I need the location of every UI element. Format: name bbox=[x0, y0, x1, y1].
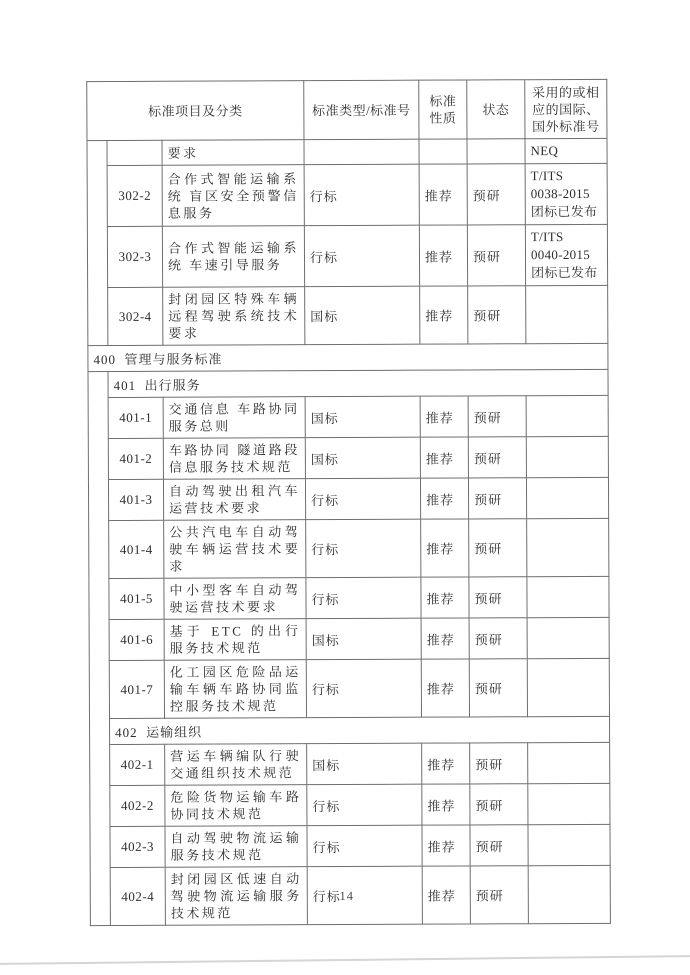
cell-standard-id: 401-1 bbox=[108, 397, 163, 438]
cell-foreign-standard bbox=[526, 395, 608, 436]
cell-foreign-standard bbox=[526, 436, 608, 477]
table-row bbox=[88, 369, 608, 397]
cell-status bbox=[467, 139, 525, 164]
table-row bbox=[89, 617, 609, 660]
cell-standard-type: 国标 bbox=[306, 618, 421, 660]
cell-status: 预研 bbox=[469, 659, 527, 717]
cell-standard-id: 401-4 bbox=[109, 520, 164, 578]
cell-status: 预研 bbox=[468, 437, 526, 478]
cell-status: 预研 bbox=[469, 618, 527, 659]
cell-standard-type: 行标 bbox=[306, 577, 421, 619]
cell-standard-id: 402-4 bbox=[110, 867, 165, 925]
cell-standard-type: 行标 bbox=[306, 519, 421, 578]
cell-standard-nature: 推荐 bbox=[420, 478, 468, 519]
cell-standard-name: 危险货物运输车路协同技术规范 bbox=[165, 785, 307, 827]
cell-standard-name: 中小型客车自动驾驶运营技术要求 bbox=[164, 578, 306, 620]
cell-status: 预研 bbox=[469, 519, 527, 577]
cell-standard-nature: 推荐 bbox=[420, 286, 468, 344]
cell-standard-type: 国标 bbox=[305, 286, 420, 345]
cell-standard-id: 401-7 bbox=[109, 660, 164, 718]
cell-standard-nature: 推荐 bbox=[422, 784, 470, 825]
table-row bbox=[90, 824, 610, 867]
cell-foreign-standard bbox=[527, 617, 609, 658]
cell-standard-nature: 推荐 bbox=[422, 743, 470, 784]
page-number: 14 bbox=[339, 888, 355, 904]
cell-standard-type: 行标 bbox=[306, 659, 421, 718]
cell-status: 预研 bbox=[468, 478, 526, 519]
cell-status: 预研 bbox=[467, 164, 525, 225]
table-row bbox=[88, 343, 608, 371]
cell-standard-name: 自动驾驶物流运输服务技术规范 bbox=[165, 826, 307, 868]
header-standard-nature: 标准性质 bbox=[419, 80, 467, 139]
cell-standard-name: 基于 ETC 的出行服务技术规范 bbox=[164, 619, 306, 661]
table-row bbox=[88, 285, 608, 345]
cell-standard-id bbox=[107, 140, 162, 165]
table-row bbox=[88, 395, 608, 438]
cell-standard-id: 302-3 bbox=[107, 226, 162, 287]
cell-standard-nature bbox=[419, 139, 467, 164]
cell-standard-id: 401-3 bbox=[108, 479, 163, 520]
cell-foreign-standard bbox=[528, 783, 610, 824]
table-row bbox=[90, 716, 610, 744]
cell-standard-type: 行标 bbox=[307, 784, 422, 826]
cell-standard-name: 自动驾驶出租汽车运营技术要求 bbox=[163, 479, 305, 521]
cell-standard-name: 化工园区危险品运输车辆车路协同监控服务技术规范 bbox=[164, 660, 306, 719]
scan-edge-line bbox=[0, 955, 690, 965]
standards-table bbox=[86, 79, 611, 926]
cell-standard-name: 营运车辆编队行驶交通组织技术规范 bbox=[165, 744, 307, 786]
cell-standard-id: 401-5 bbox=[109, 578, 164, 619]
cell-standard-type: 国标 bbox=[305, 437, 420, 479]
table-row bbox=[88, 477, 608, 520]
cell-standard-type: 国标 bbox=[307, 743, 422, 785]
cell-standard-name: 封闭园区低速自动驾驶物流运输服务技术规范 bbox=[165, 867, 307, 926]
cell-foreign-standard bbox=[526, 285, 608, 343]
section-label: 400 管理与服务标准 bbox=[88, 343, 608, 371]
cell-standard-name: 车路协同 隧道路段信息服务技术规范 bbox=[163, 438, 305, 480]
cell-foreign-standard: NEQ bbox=[525, 138, 607, 163]
table-row bbox=[90, 742, 610, 785]
cell-standard-id: 302-2 bbox=[107, 165, 162, 226]
cell-standard-name: 合作式智能运输系统 车速引导服务 bbox=[162, 226, 304, 288]
cell-standard-nature: 推荐 bbox=[421, 659, 469, 717]
cell-standard-id: 402-2 bbox=[110, 785, 165, 826]
cell-standard-name: 公共汽电车自动驾驶车辆运营技术要求 bbox=[164, 520, 306, 579]
table-row bbox=[89, 576, 609, 619]
cell-status: 预研 bbox=[470, 784, 528, 825]
header-foreign-standard: 采用的或相应的国际、国外标准号 bbox=[525, 79, 607, 138]
subsection-label: 401 出行服务 bbox=[108, 369, 608, 397]
cell-foreign-standard bbox=[527, 518, 609, 576]
cell-standard-id: 402-3 bbox=[110, 826, 165, 867]
cell-foreign-standard bbox=[527, 576, 609, 617]
cell-standard-nature: 推荐 bbox=[419, 225, 467, 286]
group-span-cell bbox=[88, 372, 110, 926]
cell-foreign-standard bbox=[528, 742, 610, 783]
cell-standard-type: 国标 bbox=[305, 396, 420, 438]
cell-status: 预研 bbox=[468, 286, 526, 344]
table-row bbox=[89, 658, 609, 718]
cell-standard-type: 行标 bbox=[304, 225, 419, 287]
cell-standard-type bbox=[304, 139, 419, 165]
cell-standard-id: 401-6 bbox=[109, 619, 164, 660]
cell-foreign-standard: T/ITS 0040-2015 团标已发布 bbox=[525, 224, 607, 285]
table-row bbox=[89, 518, 609, 578]
subsection-label: 402 运输组织 bbox=[110, 716, 610, 744]
cell-standard-nature: 推荐 bbox=[421, 577, 469, 618]
cell-status: 预研 bbox=[469, 577, 527, 618]
group-span-cell bbox=[87, 141, 108, 346]
cell-standard-nature: 推荐 bbox=[422, 825, 470, 866]
cell-standard-type: 行标 bbox=[307, 866, 422, 925]
cell-foreign-standard: T/ITS 0038-2015 团标已发布 bbox=[525, 163, 607, 224]
cell-standard-nature: 推荐 bbox=[420, 396, 468, 437]
cell-standard-type: 行标 bbox=[304, 164, 419, 226]
cell-status: 预研 bbox=[470, 866, 528, 924]
table-row bbox=[88, 436, 608, 479]
cell-foreign-standard bbox=[527, 658, 609, 716]
cell-standard-nature: 推荐 bbox=[419, 164, 467, 225]
cell-standard-nature: 推荐 bbox=[420, 437, 468, 478]
header-standard-type: 标准类型/标准号 bbox=[304, 80, 419, 140]
cell-foreign-standard bbox=[526, 477, 608, 518]
cell-status: 预研 bbox=[470, 825, 528, 866]
table-row bbox=[87, 224, 607, 287]
table-header-row bbox=[87, 79, 607, 140]
cell-status: 预研 bbox=[467, 225, 525, 286]
cell-standard-nature: 推荐 bbox=[422, 866, 470, 924]
header-item-category: 标准项目及分类 bbox=[87, 81, 304, 141]
header-status: 状态 bbox=[467, 80, 525, 139]
cell-foreign-standard bbox=[528, 824, 610, 865]
cell-standard-nature: 推荐 bbox=[421, 519, 469, 577]
cell-standard-nature: 推荐 bbox=[421, 618, 469, 659]
table-row bbox=[90, 783, 610, 826]
cell-standard-id: 401-2 bbox=[108, 438, 163, 479]
cell-standard-id: 402-1 bbox=[110, 744, 165, 785]
cell-standard-name: 合作式智能运输系统 盲区安全预警信息服务 bbox=[162, 165, 304, 227]
cell-standard-type: 行标 bbox=[307, 825, 422, 867]
cell-standard-id: 302-4 bbox=[108, 287, 163, 345]
table-row bbox=[87, 163, 607, 226]
standards-table-body bbox=[87, 138, 610, 925]
cell-standard-name: 要求 bbox=[162, 140, 304, 166]
cell-status: 预研 bbox=[468, 396, 526, 437]
cell-standard-type: 行标 bbox=[305, 478, 420, 520]
cell-standard-name: 交通信息 车路协同服务总则 bbox=[163, 397, 305, 439]
cell-standard-name: 封闭园区特殊车辆远程驾驶系统技术要求 bbox=[163, 287, 305, 346]
table-row bbox=[87, 138, 607, 165]
cell-status: 预研 bbox=[470, 743, 528, 784]
